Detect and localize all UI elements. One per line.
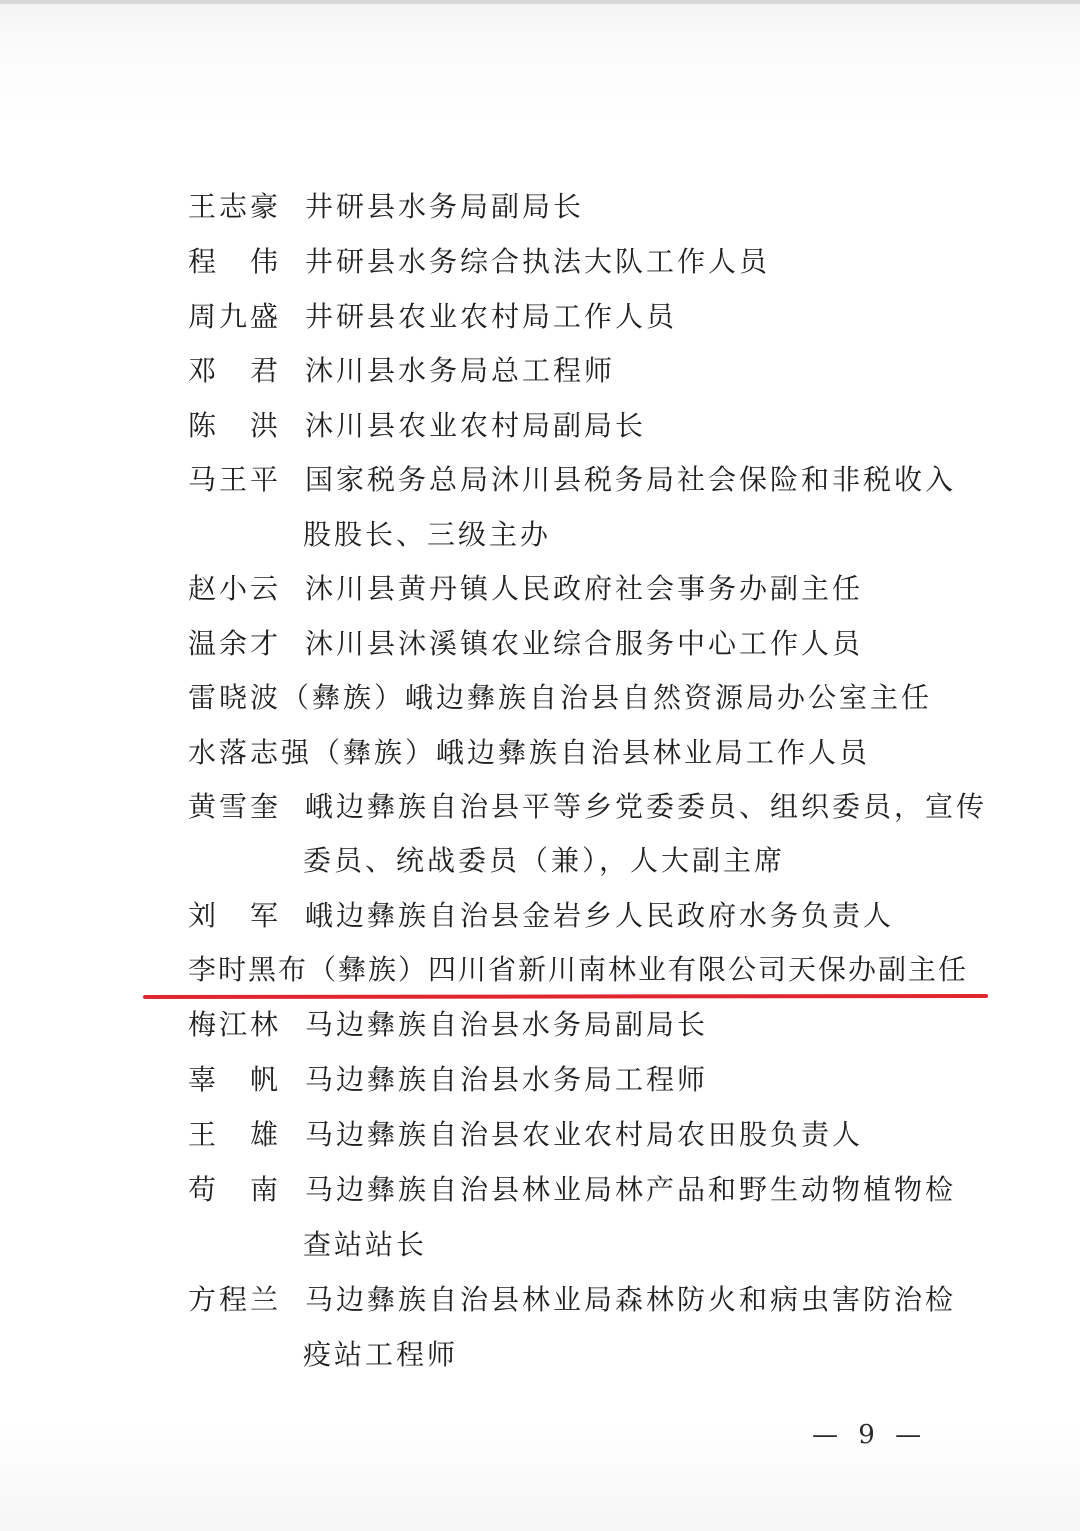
- list-item: [188, 460, 956, 500]
- person-name: 梅江林: [188, 1008, 282, 1041]
- person-title: 马边彝族自治县农业农村局农田股负责人: [305, 1118, 864, 1151]
- person-name: 李时黑布（彝族）: [188, 953, 429, 986]
- person-name: 辜 帆: [188, 1063, 282, 1096]
- person-title: 马边彝族自治县水务局工程师: [305, 1063, 709, 1096]
- person-name: 苟 南: [188, 1173, 282, 1206]
- list-item: [188, 297, 677, 337]
- person-title: 井研县农业农村局工作人员: [305, 300, 678, 333]
- person-name: 邓 君: [188, 354, 282, 387]
- list-item: [188, 569, 863, 609]
- person-title: 四川省新川南林业有限公司天保办副主任: [428, 953, 969, 986]
- person-name: 马王平: [188, 463, 282, 496]
- list-item-highlighted: [188, 950, 968, 990]
- person-name: 陈 洪: [188, 409, 282, 442]
- list-item: [188, 1005, 708, 1045]
- list-item: [188, 1060, 708, 1100]
- person-name: 温余才: [188, 627, 282, 660]
- person-title: 峨边彝族自治县林业局工作人员: [436, 736, 871, 769]
- person-title-continuation: 股股长、三级主办: [303, 518, 552, 551]
- person-name: 赵小云: [188, 572, 282, 605]
- page-number: — 9 —: [812, 1420, 928, 1450]
- person-title-continuation: 疫站工程师: [303, 1338, 459, 1371]
- list-item: [188, 896, 894, 936]
- person-title: 马边彝族自治县水务局副局长: [305, 1008, 709, 1041]
- list-item: [188, 733, 870, 773]
- person-title-continuation: 查站站长: [303, 1228, 428, 1261]
- list-item: [188, 406, 646, 446]
- person-title: 马边彝族自治县林业局森林防火和病虫害防治检: [305, 1283, 957, 1316]
- person-name: 王 雄: [188, 1118, 282, 1151]
- person-title: 国家税务总局沐川县税务局社会保险和非税收入: [305, 463, 957, 496]
- person-title: 井研县水务综合执法大队工作人员: [305, 245, 771, 278]
- red-highlight-underline: [143, 992, 988, 1002]
- person-name: 方程兰: [188, 1283, 282, 1316]
- list-item: [188, 351, 615, 391]
- list-item: [188, 187, 584, 227]
- person-name: 雷晓波（彝族）: [188, 681, 406, 714]
- list-item: [188, 1170, 956, 1210]
- person-title: 沐川县沐溪镇农业综合服务中心工作人员: [305, 627, 864, 660]
- list-item: [188, 787, 987, 827]
- person-title: 井研县水务局副局长: [305, 190, 585, 223]
- person-title-continuation: 委员、统战委员（兼），人大副主席: [303, 844, 786, 877]
- list-item: [188, 624, 863, 664]
- list-item: [188, 1280, 956, 1320]
- person-title: 峨边彝族自治县金岩乡人民政府水务负责人: [305, 899, 895, 932]
- person-name: 黄雪奎: [188, 790, 282, 823]
- person-name: 周九盛: [188, 300, 282, 333]
- list-item: [188, 1115, 863, 1155]
- person-title: 沐川县黄丹镇人民政府社会事务办副主任: [305, 572, 864, 605]
- person-title: 峨边彝族自治县自然资源局办公室主任: [405, 681, 933, 714]
- person-title: 沐川县农业农村局副局长: [305, 409, 647, 442]
- person-title: 沐川县水务局总工程师: [305, 354, 616, 387]
- person-title: 峨边彝族自治县平等乡党委委员、组织委员，宣传: [305, 790, 988, 823]
- person-name: 水落志强（彝族）: [188, 736, 437, 769]
- person-title: 马边彝族自治县林业局林产品和野生动物植物检: [305, 1173, 957, 1206]
- person-name: 王志豪: [188, 190, 282, 223]
- list-item: [188, 678, 932, 718]
- person-name: 程 伟: [188, 245, 282, 278]
- list-item: [188, 242, 770, 282]
- person-name: 刘 军: [188, 899, 282, 932]
